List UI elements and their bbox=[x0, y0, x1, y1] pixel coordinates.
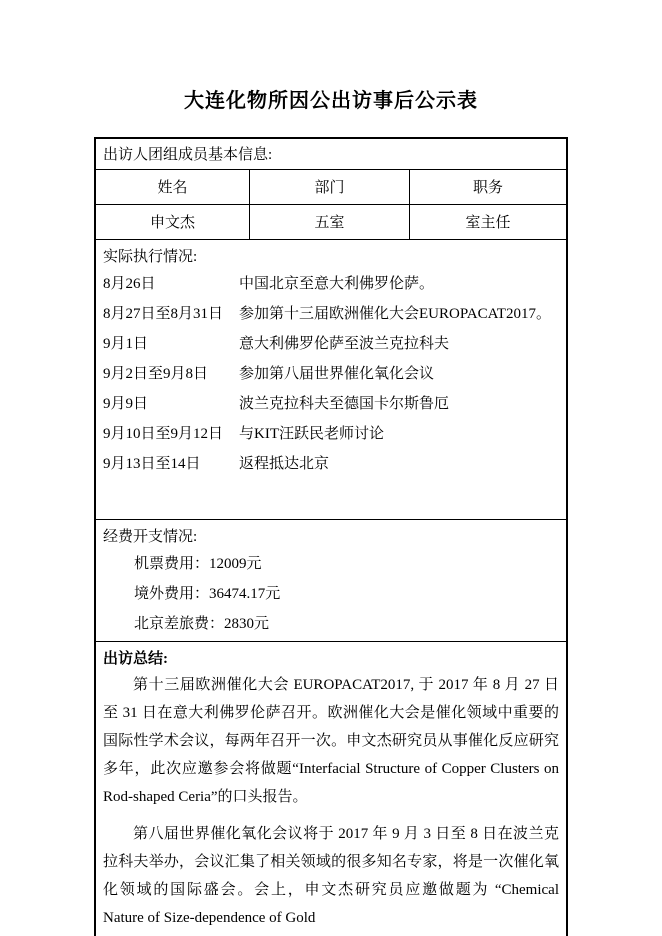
itinerary-description: 参加第十三届欧洲催化大会EUROPACAT2017。 bbox=[239, 306, 551, 322]
member-values-row bbox=[96, 205, 566, 240]
itinerary-description: 与KIT汪跃民老师讨论 bbox=[239, 426, 384, 442]
column-header-position: 职务 bbox=[409, 170, 566, 204]
expense-item-flight: 机票费用：12009元 bbox=[134, 556, 262, 572]
itinerary-date: 9月13日至14日 bbox=[103, 456, 201, 472]
itinerary-row bbox=[103, 359, 559, 389]
expenses-section bbox=[96, 520, 566, 642]
itinerary-row bbox=[103, 389, 559, 419]
summary-paragraph: 第八届世界催化氧化会议将于 2017 年 9 月 3 日至 8 日在波兰克拉科夫举办，会议汇集了相关领域的很多知名专家，将是一次催化氧化领域的国际盛会。会上，申文杰研究员应邀做题为 “Chemical Nature of Size-dependence of Gold bbox=[103, 826, 559, 926]
itinerary-row bbox=[103, 269, 559, 299]
itinerary-date: 9月1日 bbox=[103, 336, 149, 352]
execution-section bbox=[96, 240, 566, 520]
itinerary-date: 9月10日至9月12日 bbox=[103, 426, 224, 442]
expense-item-beijing-travel: 北京差旅费：2830元 bbox=[134, 616, 270, 632]
itinerary-date: 9月9日 bbox=[103, 396, 149, 412]
column-header-name: 姓名 bbox=[157, 180, 188, 196]
summary-section bbox=[96, 642, 566, 936]
trip-report-table bbox=[94, 137, 568, 936]
member-name: 申文杰 bbox=[149, 215, 195, 231]
execution-header: 实际执行情况: bbox=[103, 249, 198, 265]
itinerary-description: 中国北京至意大利佛罗伦萨。 bbox=[239, 276, 435, 292]
itinerary-row bbox=[103, 329, 559, 359]
itinerary-date: 8月27日至8月31日 bbox=[103, 306, 224, 322]
summary-paragraph: 第十三届欧洲催化大会 EUROPACAT2017, 于 2017 年 8 月 27 日至 31 日在意大利佛罗伦萨召开。欧洲催化大会是催化领域中重要的国际性学术会议，每两年召开一次。申文杰研究员从事催化反应研究多年，此次应邀参会将做题“Interfacial Structure of Copper Clusters on Rod-shaped Ceria”的口头报告。 bbox=[103, 677, 559, 805]
member-position: 室主任 bbox=[409, 205, 566, 239]
member-info-header: 出访人团组成员基本信息: bbox=[96, 139, 566, 170]
itinerary-date: 8月26日 bbox=[103, 276, 156, 292]
expense-item-abroad: 境外费用：36474.17元 bbox=[134, 586, 281, 602]
summary-header: 出访总结: bbox=[103, 651, 168, 667]
itinerary-description: 参加第八届世界催化氧化会议 bbox=[239, 366, 435, 382]
itinerary-row bbox=[103, 299, 559, 329]
itinerary-description: 返程抵达北京 bbox=[239, 456, 330, 472]
itinerary-row bbox=[103, 449, 559, 479]
member-department: 五室 bbox=[249, 205, 409, 239]
column-header-department: 部门 bbox=[249, 170, 409, 204]
page-title: 大连化物所因公出访事后公示表 bbox=[184, 90, 478, 112]
member-columns-row bbox=[96, 170, 566, 205]
itinerary-row bbox=[103, 419, 559, 449]
itinerary-description: 波兰克拉科夫至德国卡尔斯鲁厄 bbox=[239, 396, 450, 412]
itinerary-date: 9月2日至9月8日 bbox=[103, 366, 209, 382]
expenses-header: 经费开支情况: bbox=[103, 529, 198, 545]
itinerary-description: 意大利佛罗伦萨至波兰克拉科夫 bbox=[239, 336, 450, 352]
